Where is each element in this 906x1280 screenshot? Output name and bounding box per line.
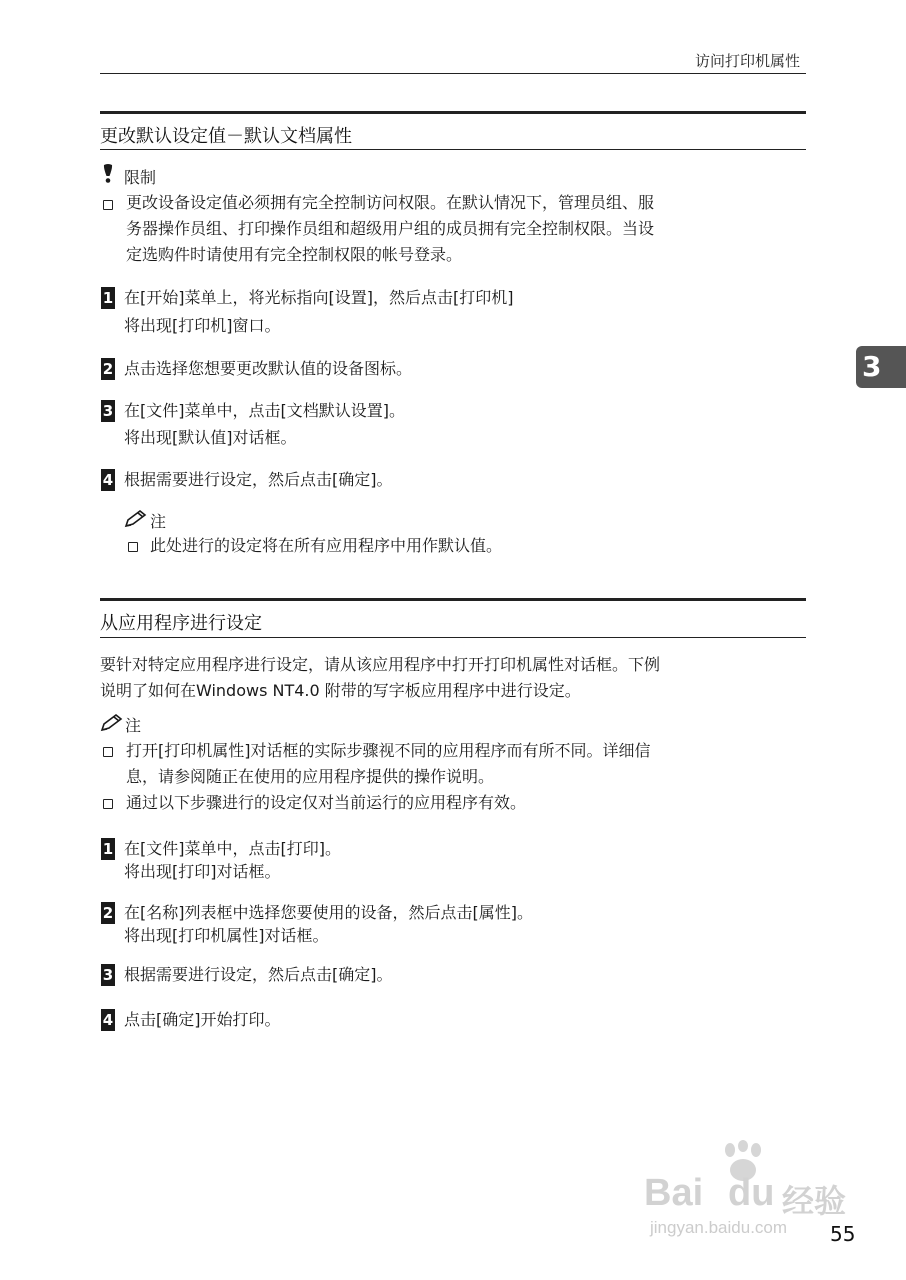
limit-line-3: 定选购件时请使用有完全控制权限的帐号登录。 xyxy=(126,245,463,264)
checkbox-bullet-icon xyxy=(103,200,113,210)
step-number: 3 xyxy=(102,402,114,420)
intro-line-1: 要针对特定应用程序进行设定，请从该应用程序中打开打印机属性对话框。下例 xyxy=(100,655,661,674)
section2-bottom-rule xyxy=(100,637,806,638)
step-sub-text: 将出现[默认值]对话框。 xyxy=(124,428,297,447)
step-text: 在[开始]菜单上，将光标指向[设置]，然后点击[打印机] xyxy=(124,288,514,307)
step-number: 4 xyxy=(102,471,114,489)
note-item-line: 息，请参阅随正在使用的应用程序提供的操作说明。 xyxy=(126,767,495,786)
pencil-note-icon xyxy=(124,510,148,528)
checkbox-bullet-icon xyxy=(103,747,113,757)
running-header: 访问打印机属性 xyxy=(694,52,800,70)
note-heading: 注 xyxy=(150,512,167,531)
watermark-brand: Bai xyxy=(644,1172,704,1214)
checkbox-bullet-icon xyxy=(128,542,138,552)
section2-top-rule xyxy=(100,598,806,601)
chapter-tab: 3 xyxy=(856,346,906,388)
note-item-line: 打开[打印机属性]对话框的实际步骤视不同的应用程序而有所不同。详细信 xyxy=(126,741,651,760)
section1-top-rule xyxy=(100,111,806,114)
step-number: 4 xyxy=(102,1011,114,1029)
step-number: 2 xyxy=(102,904,114,922)
step-number: 1 xyxy=(102,289,114,307)
step-sub-text: 将出现[打印机属性]对话框。 xyxy=(124,926,329,945)
section1-title: 更改默认设定值－默认文档属性 xyxy=(100,126,352,147)
page-number: 55 xyxy=(830,1222,856,1246)
section2-title: 从应用程序进行设定 xyxy=(100,613,262,634)
pencil-note-icon xyxy=(100,714,124,732)
step-text: 在[文件]菜单中，点击[文档默认设置]。 xyxy=(124,401,405,420)
limit-line-2: 务器操作员组、打印操作员组和超级用户组的成员拥有完全控制权限。当设 xyxy=(126,219,655,238)
step-number: 1 xyxy=(102,840,114,858)
step-text: 在[文件]菜单中，点击[打印]。 xyxy=(124,839,341,858)
watermark-url: jingyan.baidu.com xyxy=(650,1218,788,1237)
step-text: 在[名称]列表框中选择您要使用的设备，然后点击[属性]。 xyxy=(124,903,533,922)
step-number: 2 xyxy=(102,360,114,378)
step-text: 根据需要进行设定，然后点击[确定]。 xyxy=(124,470,393,489)
limit-heading: 限制 xyxy=(124,168,157,187)
step-text: 点击选择您想要更改默认值的设备图标。 xyxy=(124,359,413,378)
step-text: 根据需要进行设定，然后点击[确定]。 xyxy=(124,965,393,984)
note-heading: 注 xyxy=(125,716,142,735)
header-rule xyxy=(100,73,806,74)
watermark-brand-cn: 经验 xyxy=(782,1183,847,1219)
baidu-watermark xyxy=(640,1140,850,1240)
step-sub-text: 将出现[打印]对话框。 xyxy=(124,862,281,881)
step-sub-text: 将出现[打印机]窗口。 xyxy=(124,316,281,335)
limit-line-1: 更改设备设定值必须拥有完全控制访问权限。在默认情况下，管理员组、服 xyxy=(126,193,655,212)
note-item: 此处进行的设定将在所有应用程序中用作默认值。 xyxy=(150,536,503,555)
step-number: 3 xyxy=(102,966,114,984)
checkbox-bullet-icon xyxy=(103,799,113,809)
intro-line-2: 说明了如何在Windows NT4.0 附带的写字板应用程序中进行设定。 xyxy=(100,681,581,700)
exclamation-icon xyxy=(101,164,115,184)
watermark-brand-2: du xyxy=(728,1172,775,1214)
note-item-line: 通过以下步骤进行的设定仅对当前运行的应用程序有效。 xyxy=(126,793,527,812)
step-text: 点击[确定]开始打印。 xyxy=(124,1010,281,1029)
section1-bottom-rule xyxy=(100,149,806,150)
